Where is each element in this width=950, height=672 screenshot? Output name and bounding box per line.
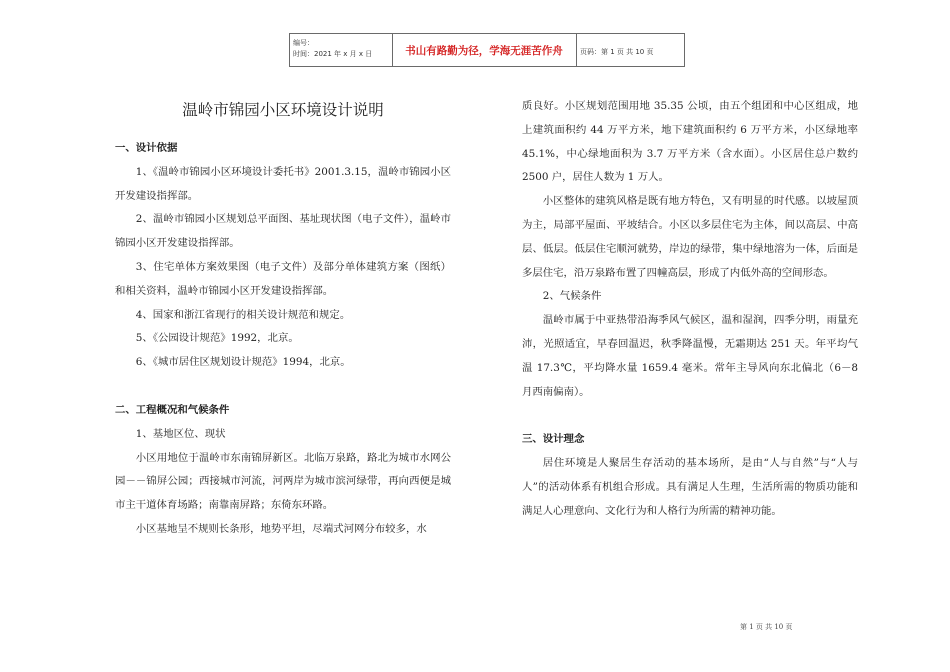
motto: 书山有路勤为径，学海无涯苦作舟	[405, 45, 563, 57]
page-footer: 第 1 页 共 10 页	[740, 623, 793, 631]
page-label: 页码：第 1 页 共 10 页	[580, 48, 654, 56]
section-heading-overview: 二、工程概况和气候条件	[115, 403, 230, 416]
time-label: 时间：2021 年 x 月 x 日	[293, 50, 373, 58]
section-heading-concept: 三、设计理念	[522, 433, 585, 446]
subheading-site: 1、基地区位、现状	[135, 427, 226, 440]
paragraph: 居住环境是人聚居生存活动的基本场所，是由“人与自然”与“人与人”的活动体系有机组合形成。具有满足人生理，生活所需的物质功能和满足人心理意向、文化行为和人格行为所需的精神功能。	[522, 457, 858, 517]
header-meta-cell	[290, 34, 393, 66]
paragraph: 质良好。小区规划范围用地 35.35 公顷，由五个组团和中心区组成，地上建筑面积约 44 万平方米，地下建筑面积约 6 万平方米，小区绿地率 45.1%，中心绿地面积为 3.7 万平方米（含水面）。小区居住总户数约 2500 户，居住人数为 1 万人。	[522, 100, 858, 184]
paragraph: 小区整体的建筑风格是既有地方特色，又有明显的时代感。以坡屋顶为主，局部平屋面、平坡结合。小区以多层住宅为主体，间以高层、中高层、低层。低层住宅顺河就势，岸边的绿带，集中绿地溶为一体，后面是多层住宅，沿万泉路布置了四幢高层，形成了内低外高的空间形态。	[522, 195, 858, 279]
paragraph: 6、《城市居住区规划设计规范》1994，北京。	[135, 356, 351, 369]
paragraph: 小区用地位于温岭市东南锦屏新区。北临万泉路，路北为城市水网公园－－锦屏公园；西接城市河流，河两岸为城市滨河绿带，再向西便是城市主干道体育场路；南靠南屏路；东倚东环路。	[115, 451, 451, 512]
subheading-climate: 2、气候条件	[542, 290, 602, 303]
header-page-cell	[576, 34, 684, 66]
paragraph: 小区基地呈不规则长条形，地势平坦，尽端式河网分布较多，水	[135, 522, 427, 535]
paragraph: 1、《温岭市锦园小区环境设计委托书》2001.3.15，温岭市锦园小区开发建设指挥部。	[115, 165, 451, 202]
paragraph: 2、温岭市锦园小区规划总平面图、基址现状图（电子文件），温岭市锦园小区开发建设指挥部。	[115, 213, 451, 250]
paragraph: 3、住宅单体方案效果图（电子文件）及部分单体建筑方案（图纸）和相关资料，温岭市锦园小区开发建设指挥部。	[115, 260, 451, 297]
document-title: 温岭市锦园小区环境设计说明	[182, 101, 384, 119]
left-column	[115, 95, 451, 542]
section-heading-basis: 一、设计依据	[115, 142, 178, 154]
paragraph: 5、《公园设计规范》1992，北京。	[135, 332, 299, 345]
header-motto-cell	[392, 34, 577, 66]
paragraph: 4、国家和浙江省现行的相关设计规范和规定。	[135, 308, 351, 321]
paragraph: 温岭市属于中亚热带沿海季风气候区，温和湿润，四季分明，雨量充沛，光照适宜，早春回温迟，秋季降温慢，无霜期达 251 天。年平均气温 17.3℃，平均降水量 1659.4 毫米。常年主导风向东北偏北（6－8 月西南偏南）。	[522, 314, 858, 398]
right-column	[522, 95, 858, 524]
header-table	[289, 33, 685, 67]
number-label: 编号：	[293, 39, 314, 47]
